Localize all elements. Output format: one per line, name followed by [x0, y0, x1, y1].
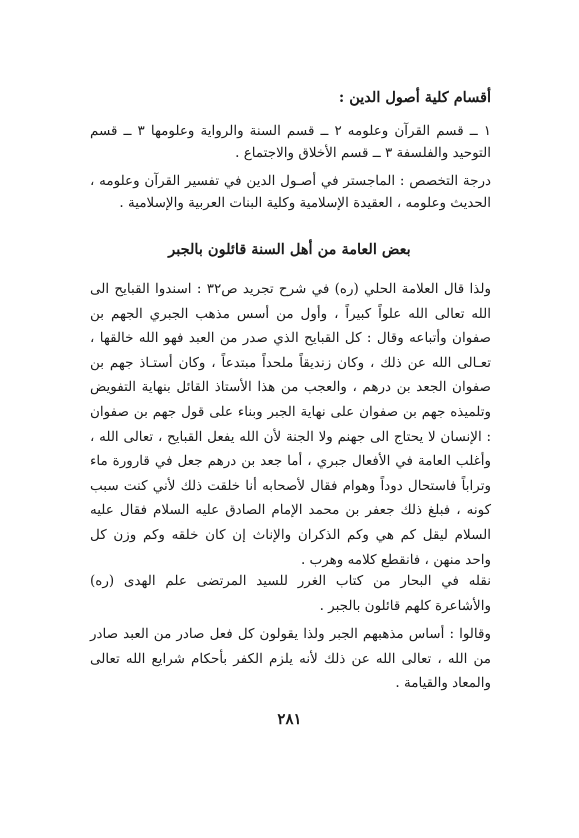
section-heading-jabr: بعض العامة من أهل السنة قائلون بالجبر	[168, 241, 411, 258]
bihar-citation-paragraph: نقله في البحار من كتاب الغرر للسيد المرتضى علم الهدى (ره) والأشاعرة كلهم قائلون بالجبر .	[90, 573, 491, 614]
ashairah-paragraph: وقالوا : أساس مذهبهم الجبر ولذا يقولون كل فعل صادر من العبد صادر من الله ، تعالى الله عن ذلك لأنه يلزم الكفر بأحكام شرايع الله تعالى والمعاد والقيامة .	[90, 626, 491, 692]
degree-paragraph: درجة التخصص : الماجستر في أصـول الدين في تفسير القرآن وعلومه ، الحديث وعلومه ، العقيدة الإسلامية وكلية البنات العربية والإسلامية .	[90, 173, 491, 211]
main-paragraph-jabr: ولذا قال العلامة الحلي (ره) في شرح تجريد ص٣٢ : اسندوا القبايح الى الله تعالى الله علواً كبيراً ، وأول من أسس مذهب الجبري الجهم بن صفوان وأتباعه وقال : كل القبايح الذي صدر من العبد فهو الله خالقها ، تعـالى الله عن ذلك ، وكان زنديقاً ملحداً مبتدعاً ، وكان أستـاذ جهم بن صفوان الجعد بن درهم ، والعجب من هذا الأستاذ القائل بنهاية التفويض وتلميذه جهم بن صفوان على نهاية الجبر وبناء على قول جهم بن صفوان : الإنسان لا يحتاج الى جهنم ولا الجنة لأن الله يفعل القبايح ، تعالى الله ، وأغلب العامة في الأفعال جبري ، أما جعد بن درهم جعل في قارورة ماء وتراباً فاستحال دوداً وهوام فقال لأصحابه أنا خلقت ذلك لأني كنت سبب كونه ، فبلغ ذلك جعفر بن محمد الإمام الصادق عليه السلام فقال عليه السلام ليقل كم هي وكم الذكران والإناث إن كان خلقه وكم وزن كل واحد منهن ، فانقطع كلامه وهرب .	[90, 281, 491, 568]
page-number: ٢٨١	[277, 710, 302, 728]
departments-paragraph: ١ ــ قسم القرآن وعلومه ٢ ــ قسم السنة والرواية وعلومها ٣ ــ قسم التوحيد والفلسفة ٣ ــ قسم الأخلاق والاجتماع .	[90, 123, 491, 161]
section-heading-faculty-departments: أقسام كلية أصول الدين :	[338, 89, 491, 106]
